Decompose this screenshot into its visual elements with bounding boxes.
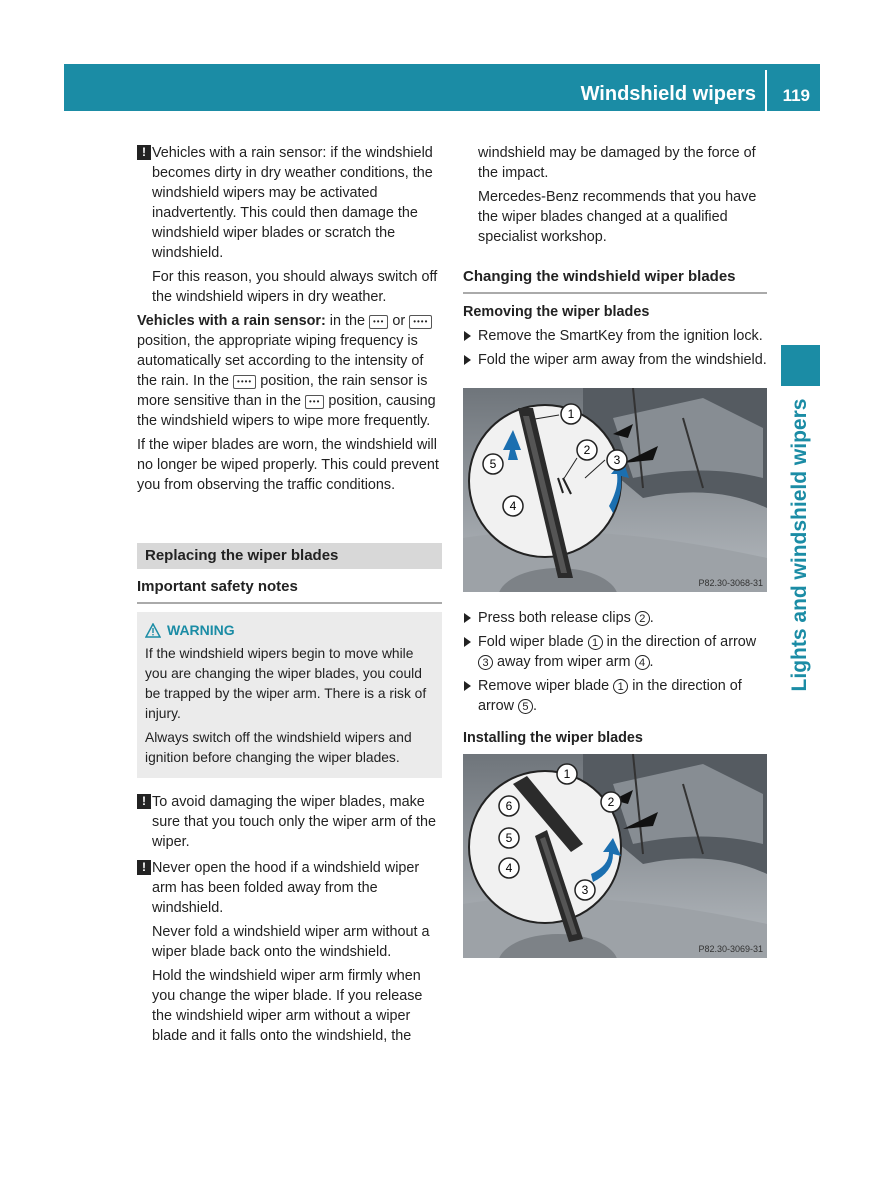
callout-3-inline: 3	[478, 655, 493, 670]
figure-code: P82.30-3069-31	[698, 944, 763, 954]
step-text: Remove the SmartKey from the ignition lock.	[478, 328, 763, 344]
step-text: away from wiper arm	[497, 654, 631, 670]
callout-4: 4	[509, 499, 517, 513]
page-number: 119	[782, 86, 810, 105]
step-item	[463, 350, 767, 370]
text-run: position, causing the windshield wipers to wipe more frequently.	[137, 393, 436, 429]
page-title: Windshield wipers	[580, 83, 756, 105]
callout-4-inline: 4	[635, 655, 650, 670]
callout-1-inline: 1	[613, 679, 628, 694]
header-bar	[64, 64, 820, 111]
figure-code: P82.30-3068-31	[698, 578, 763, 588]
step-item	[463, 632, 767, 672]
step-item	[463, 608, 767, 628]
step-text: Remove wiper blade	[478, 678, 610, 694]
warning-label: WARNING	[167, 622, 235, 638]
callout-5: 5	[505, 831, 513, 845]
worn-blades-paragraph: If the wiper blades are worn, the windshield will no longer be wiped properly. This could prevent you from observing the traffic conditions.	[137, 437, 439, 493]
note-text: Never fold a windshield wiper arm without a wiper blade back onto the windshield.	[152, 924, 430, 960]
step-text: Press both release clips	[478, 610, 631, 626]
note-rain-sensor	[137, 143, 442, 307]
text-run: position, the rain sensor is more sensitive than in the	[137, 373, 428, 409]
section-heading: Replacing the wiper blades	[137, 543, 442, 569]
rain-sensor-bold: Vehicles with a rain sensor:	[137, 313, 326, 329]
step-item	[463, 676, 767, 716]
note-text: For this reason, you should always switch off the windshield wipers in dry weather.	[152, 269, 438, 305]
note-text: Vehicles with a rain sensor: if the windshield becomes dirty in dry weather conditions, the windshield wipers may be activated inadvertently. This could then damage the windshield wiper blades or scratch the windshield.	[152, 145, 433, 261]
warning-box	[137, 612, 442, 778]
exclamation-icon: !	[137, 860, 151, 875]
wiper-interval-1-icon: •••	[305, 395, 324, 409]
callout-6: 6	[505, 799, 513, 813]
step-text: .	[532, 698, 537, 714]
wiper-removal-illustration	[463, 388, 767, 592]
subheading-removing: Removing the wiper blades	[463, 304, 650, 320]
warning-header	[145, 620, 434, 640]
step-text: in the direction of arrow	[606, 634, 757, 650]
callout-5: 5	[489, 457, 497, 471]
note-wiper-arm	[137, 792, 442, 852]
callout-2: 2	[607, 795, 615, 809]
text-run: position, the appropriate wiping frequency is automatically set according to the intensity of the rain. In the	[137, 333, 424, 389]
continued-text: windshield may be damaged by the force of the impact.	[478, 145, 756, 181]
wiper-installation-illustration	[463, 754, 767, 958]
callout-1-inline: 1	[588, 635, 603, 650]
exclamation-icon: !	[137, 145, 151, 160]
wiper-interval-1-icon: •••	[369, 315, 388, 329]
step-arrow-icon	[464, 637, 471, 647]
side-tab-marker	[781, 345, 820, 386]
warning-triangle-icon	[145, 623, 161, 638]
figure-installing-wiper	[463, 754, 767, 958]
callout-2-inline: 2	[635, 611, 650, 626]
step-arrow-icon	[464, 613, 471, 623]
callout-1: 1	[563, 767, 571, 781]
warning-text: Always switch off the windshield wipers and ignition before changing the wiper blades.	[145, 730, 412, 765]
step-arrow-icon	[464, 681, 471, 691]
side-tab-label: Lights and windshield wipers	[788, 398, 811, 692]
callout-2: 2	[583, 443, 591, 457]
step-text: .	[649, 610, 654, 626]
callout-3: 3	[581, 883, 589, 897]
subheading-changing: Changing the windshield wiper blades	[463, 267, 767, 294]
callout-3: 3	[613, 453, 621, 467]
note-text: To avoid damaging the wiper blades, make sure that you touch only the wiper arm of the wiper.	[152, 794, 436, 850]
note-hood	[137, 858, 442, 1046]
callout-1: 1	[567, 407, 575, 421]
exclamation-icon: !	[137, 794, 151, 809]
figure-removing-wiper	[463, 388, 767, 592]
subheading-safety: Important safety notes	[137, 577, 442, 604]
step-item	[463, 326, 767, 346]
note-text: Never open the hood if a windshield wiper arm has been folded away from the windshield.	[152, 860, 420, 916]
left-column	[137, 143, 442, 1050]
right-column	[463, 143, 767, 974]
callout-4: 4	[505, 861, 513, 875]
wiper-interval-2-icon: ••••	[409, 315, 432, 329]
rain-sensor-paragraph	[137, 311, 442, 431]
step-arrow-icon	[464, 331, 471, 341]
step-arrow-icon	[464, 355, 471, 365]
step-text: in the direction of arrow	[478, 678, 742, 714]
step-text: Fold wiper blade	[478, 634, 584, 650]
wiper-interval-2-icon: ••••	[233, 375, 256, 389]
callout-5-inline: 5	[518, 699, 533, 714]
subheading-installing: Installing the wiper blades	[463, 730, 643, 746]
header-separator	[765, 70, 767, 111]
text-run: in the	[329, 313, 365, 329]
step-text: Fold the wiper arm away from the windshield.	[478, 352, 767, 368]
recommendation-text: Mercedes-Benz recommends that you have the wiper blades changed at a qualified specialist workshop.	[478, 189, 757, 245]
step-text: .	[649, 654, 654, 670]
text-run: or	[392, 313, 406, 329]
warning-text: If the windshield wipers begin to move while you are changing the wiper blades, you could be trapped by the wiper arm. There is a risk of injury.	[145, 646, 427, 721]
note-text: Hold the windshield wiper arm firmly when you change the wiper blade. If you release the windshield wiper arm without a wiper blade and it falls onto the windshield, the	[152, 968, 423, 1044]
